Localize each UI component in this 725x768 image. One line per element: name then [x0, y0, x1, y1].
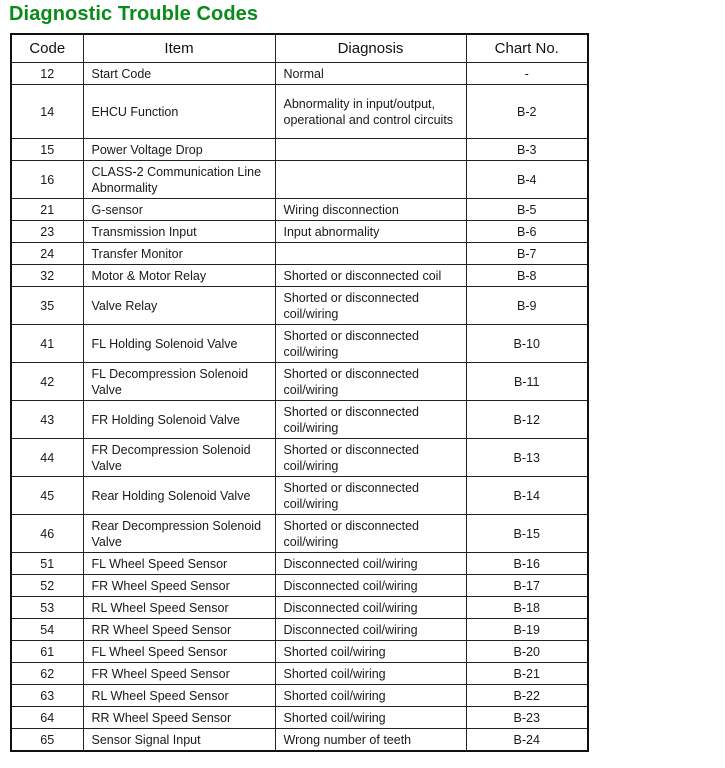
cell-code: 43	[11, 401, 83, 439]
cell-code: 62	[11, 663, 83, 685]
cell-diagnosis: Disconnected coil/wiring	[275, 619, 466, 641]
cell-diagnosis	[275, 161, 466, 199]
cell-chart-no: B-2	[466, 85, 588, 139]
cell-code: 41	[11, 325, 83, 363]
table-row	[11, 575, 588, 597]
table-row	[11, 401, 588, 439]
cell-item: Valve Relay	[83, 287, 275, 325]
table-row	[11, 265, 588, 287]
cell-diagnosis: Shorted or disconnected coil/wiring	[275, 325, 466, 363]
cell-code: 42	[11, 363, 83, 401]
cell-chart-no: B-13	[466, 439, 588, 477]
cell-item: RR Wheel Speed Sensor	[83, 619, 275, 641]
cell-chart-no: B-18	[466, 597, 588, 619]
cell-chart-no: B-22	[466, 685, 588, 707]
page-title: Diagnostic Trouble Codes	[9, 3, 259, 25]
cell-item: FL Holding Solenoid Valve	[83, 325, 275, 363]
table-row	[11, 85, 588, 139]
cell-item: Power Voltage Drop	[83, 139, 275, 161]
cell-diagnosis	[275, 243, 466, 265]
cell-diagnosis: Disconnected coil/wiring	[275, 575, 466, 597]
cell-chart-no: B-10	[466, 325, 588, 363]
cell-diagnosis: Abnormality in input/output, operational and control circuits	[275, 85, 466, 139]
cell-item: CLASS-2 Communication Line Abnormality	[83, 161, 275, 199]
table-row	[11, 663, 588, 685]
cell-item: FL Decompression Solenoid Valve	[83, 363, 275, 401]
cell-item: Rear Holding Solenoid Valve	[83, 477, 275, 515]
cell-item: FR Holding Solenoid Valve	[83, 401, 275, 439]
cell-code: 23	[11, 221, 83, 243]
cell-code: 53	[11, 597, 83, 619]
trouble-codes-table	[10, 33, 589, 752]
cell-item: FR Wheel Speed Sensor	[83, 575, 275, 597]
cell-chart-no: -	[466, 63, 588, 85]
table-row	[11, 63, 588, 85]
cell-chart-no: B-21	[466, 663, 588, 685]
column-header-code: Code	[11, 34, 83, 63]
cell-code: 52	[11, 575, 83, 597]
cell-chart-no: B-8	[466, 265, 588, 287]
cell-item: Transfer Monitor	[83, 243, 275, 265]
cell-diagnosis: Shorted or disconnected coil/wiring	[275, 287, 466, 325]
cell-chart-no: B-17	[466, 575, 588, 597]
cell-chart-no: B-16	[466, 553, 588, 575]
cell-item: Start Code	[83, 63, 275, 85]
cell-chart-no: B-14	[466, 477, 588, 515]
cell-chart-no: B-19	[466, 619, 588, 641]
table-row	[11, 729, 588, 752]
cell-code: 54	[11, 619, 83, 641]
cell-item: EHCU Function	[83, 85, 275, 139]
cell-chart-no: B-6	[466, 221, 588, 243]
cell-item: Motor & Motor Relay	[83, 265, 275, 287]
cell-chart-no: B-12	[466, 401, 588, 439]
cell-item: FL Wheel Speed Sensor	[83, 641, 275, 663]
cell-diagnosis: Shorted coil/wiring	[275, 663, 466, 685]
table-row	[11, 363, 588, 401]
cell-item: RR Wheel Speed Sensor	[83, 707, 275, 729]
column-header-item: Item	[83, 34, 275, 63]
table-row	[11, 199, 588, 221]
cell-item: RL Wheel Speed Sensor	[83, 685, 275, 707]
cell-chart-no: B-7	[466, 243, 588, 265]
cell-code: 12	[11, 63, 83, 85]
table-row	[11, 641, 588, 663]
cell-chart-no: B-4	[466, 161, 588, 199]
table-row	[11, 243, 588, 265]
table-row	[11, 707, 588, 729]
table-row	[11, 553, 588, 575]
cell-code: 21	[11, 199, 83, 221]
cell-chart-no: B-9	[466, 287, 588, 325]
cell-diagnosis: Shorted or disconnected coil/wiring	[275, 439, 466, 477]
cell-diagnosis: Shorted or disconnected coil/wiring	[275, 401, 466, 439]
cell-chart-no: B-23	[466, 707, 588, 729]
cell-code: 64	[11, 707, 83, 729]
table-header-row	[11, 34, 588, 63]
cell-item: Rear Decompression Solenoid Valve	[83, 515, 275, 553]
cell-diagnosis: Shorted coil/wiring	[275, 685, 466, 707]
table-row	[11, 619, 588, 641]
cell-item: Transmission Input	[83, 221, 275, 243]
cell-item: FL Wheel Speed Sensor	[83, 553, 275, 575]
table-row	[11, 597, 588, 619]
cell-diagnosis: Shorted coil/wiring	[275, 707, 466, 729]
table-row	[11, 287, 588, 325]
cell-code: 32	[11, 265, 83, 287]
table-row	[11, 439, 588, 477]
cell-code: 15	[11, 139, 83, 161]
cell-chart-no: B-5	[466, 199, 588, 221]
cell-code: 24	[11, 243, 83, 265]
column-header-diagnosis: Diagnosis	[275, 34, 466, 63]
table-body	[11, 63, 588, 752]
cell-code: 45	[11, 477, 83, 515]
cell-diagnosis: Shorted or disconnected coil/wiring	[275, 515, 466, 553]
cell-diagnosis: Shorted or disconnected coil/wiring	[275, 363, 466, 401]
cell-code: 61	[11, 641, 83, 663]
cell-code: 65	[11, 729, 83, 752]
cell-code: 51	[11, 553, 83, 575]
cell-diagnosis: Shorted coil/wiring	[275, 641, 466, 663]
table-row	[11, 139, 588, 161]
cell-chart-no: B-24	[466, 729, 588, 752]
cell-code: 46	[11, 515, 83, 553]
cell-diagnosis: Wiring disconnection	[275, 199, 466, 221]
table-row	[11, 325, 588, 363]
cell-chart-no: B-3	[466, 139, 588, 161]
cell-item: Sensor Signal Input	[83, 729, 275, 752]
cell-diagnosis: Input abnormality	[275, 221, 466, 243]
cell-diagnosis: Disconnected coil/wiring	[275, 553, 466, 575]
cell-diagnosis: Wrong number of teeth	[275, 729, 466, 752]
cell-diagnosis: Shorted or disconnected coil/wiring	[275, 477, 466, 515]
table-row	[11, 221, 588, 243]
table-row	[11, 161, 588, 199]
cell-diagnosis: Normal	[275, 63, 466, 85]
table-row	[11, 477, 588, 515]
cell-item: RL Wheel Speed Sensor	[83, 597, 275, 619]
cell-diagnosis: Disconnected coil/wiring	[275, 597, 466, 619]
cell-diagnosis: Shorted or disconnected coil	[275, 265, 466, 287]
cell-diagnosis	[275, 139, 466, 161]
cell-item: FR Decompression Solenoid Valve	[83, 439, 275, 477]
cell-chart-no: B-15	[466, 515, 588, 553]
table-row	[11, 685, 588, 707]
cell-chart-no: B-20	[466, 641, 588, 663]
cell-chart-no: B-11	[466, 363, 588, 401]
cell-code: 14	[11, 85, 83, 139]
cell-code: 16	[11, 161, 83, 199]
cell-item: G-sensor	[83, 199, 275, 221]
column-header-chart-no: Chart No.	[466, 34, 588, 63]
cell-code: 63	[11, 685, 83, 707]
table-row	[11, 515, 588, 553]
cell-item: FR Wheel Speed Sensor	[83, 663, 275, 685]
cell-code: 44	[11, 439, 83, 477]
cell-code: 35	[11, 287, 83, 325]
